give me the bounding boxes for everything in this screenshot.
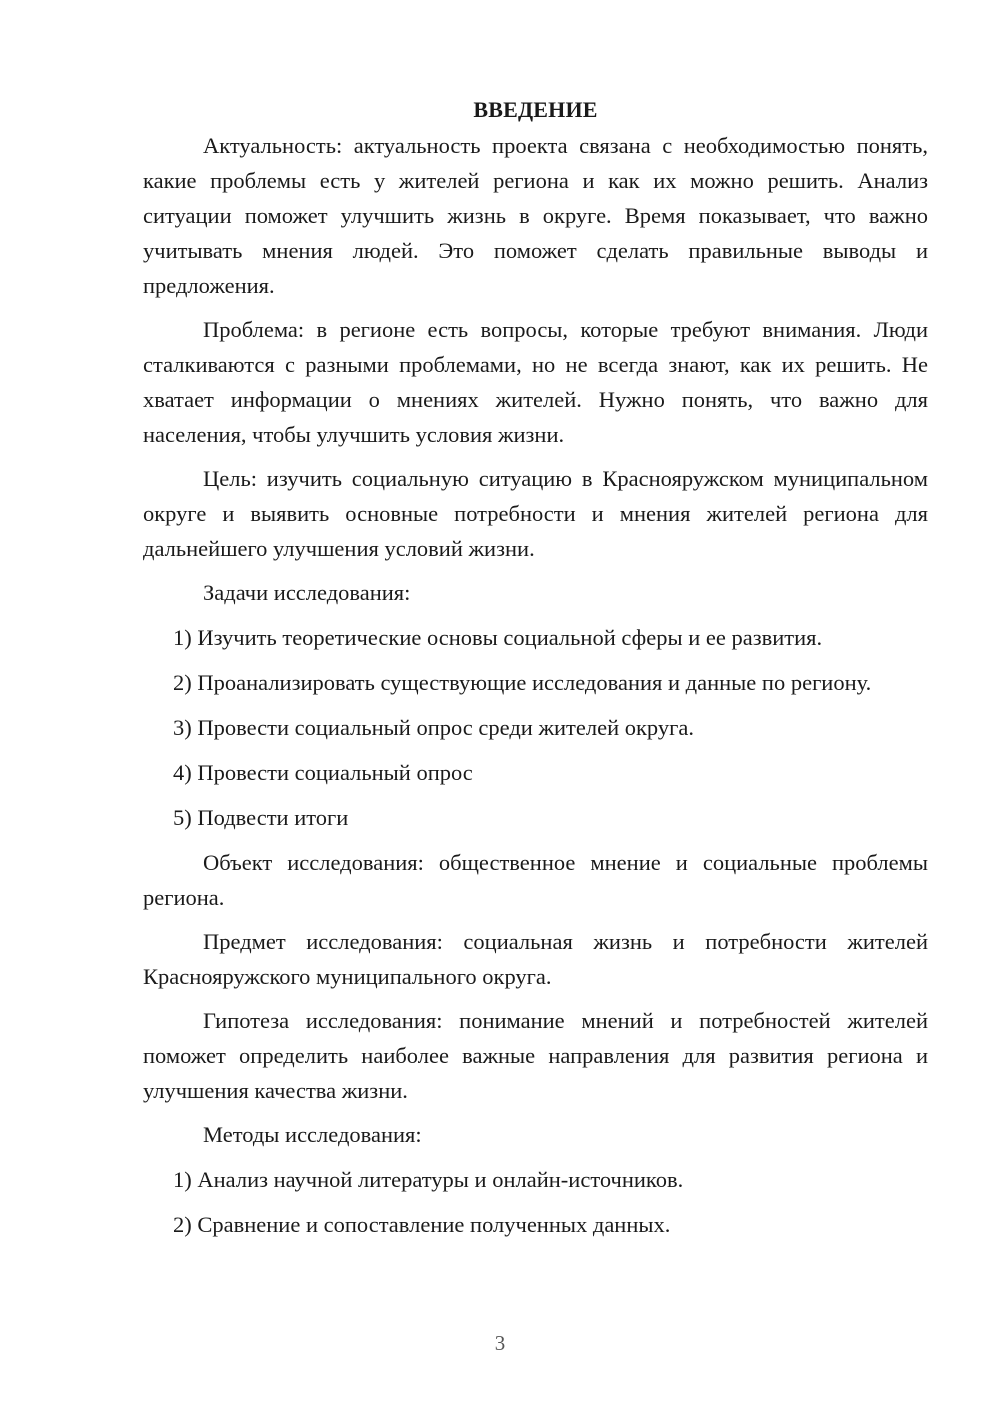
task-item: 2) Проанализировать существующие исследования и данные по региону. bbox=[173, 670, 872, 695]
problem-paragraph: Проблема: в регионе есть вопросы, которые требуют внимания. Люди сталкиваются с разными проблемами, но не всегда знают, как их решить. Не хватает информации о мнениях жителей. Нужно понять, что важно для населения, чтобы улучшить условия жизни. bbox=[143, 317, 928, 447]
page-title: ВВЕДЕНИЕ bbox=[473, 97, 598, 122]
hypothesis-paragraph: Гипотеза исследования: понимание мнений и потребностей жителей поможет определить наиболее важные направления для развития региона и улучшения качества жизни. bbox=[143, 1008, 928, 1103]
tasks-heading: Задачи исследования: bbox=[203, 580, 411, 605]
object-paragraph: Объект исследования: общественное мнение и социальные проблемы региона. bbox=[143, 850, 928, 910]
task-item: 3) Провести социальный опрос среди жителей округа. bbox=[173, 715, 694, 740]
relevance-paragraph: Актуальность: актуальность проекта связана с необходимостью понять, какие проблемы есть у жителей региона и как их можно решить. Анализ ситуации поможет улучшить жизнь в округе. Время показывает, что важно учитывать мнения людей. Это поможет сделать правильные выводы и предложения. bbox=[143, 133, 928, 298]
methods-heading: Методы исследования: bbox=[203, 1122, 422, 1147]
task-item: 4) Провести социальный опрос bbox=[173, 760, 473, 785]
task-item: 1) Изучить теоретические основы социальной сферы и ее развития. bbox=[173, 625, 823, 650]
method-item: 1) Анализ научной литературы и онлайн-источников. bbox=[173, 1167, 684, 1192]
subject-paragraph: Предмет исследования: социальная жизнь и потребности жителей Краснояружского муниципального округа. bbox=[143, 929, 928, 989]
method-item: 2) Сравнение и сопоставление полученных данных. bbox=[173, 1212, 671, 1237]
task-item: 5) Подвести итоги bbox=[173, 805, 349, 830]
goal-paragraph: Цель: изучить социальную ситуацию в Краснояружском муниципальном округе и выявить основные потребности и мнения жителей региона для дальнейшего улучшения условий жизни. bbox=[143, 466, 928, 561]
document-page bbox=[143, 92, 928, 1252]
page-number: 3 bbox=[494, 1331, 506, 1355]
